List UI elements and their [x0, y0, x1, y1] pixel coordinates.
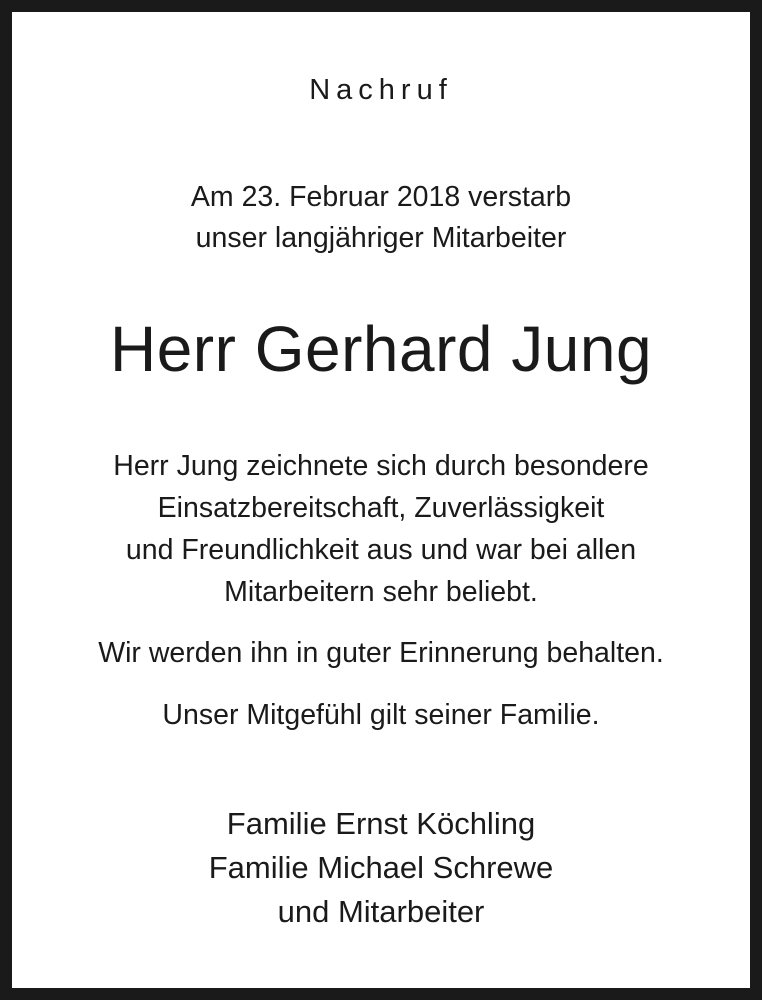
remembrance-text: Wir werden ihn in guter Erinnerung behalten.	[98, 637, 664, 669]
intro-line-2: unser langjähriger Mitarbeiter	[195, 222, 567, 254]
intro-line-1: Am 23. Februar 2018 verstarb	[190, 181, 572, 213]
condolence-text: Unser Mitgefühl gilt seiner Familie.	[162, 699, 600, 731]
signatory-1: Familie Ernst Köchling	[226, 806, 536, 841]
obituary-title: Nachruf	[309, 74, 453, 106]
signatory-2: Familie Michael Schrewe	[208, 850, 554, 885]
tribute-line-2: Einsatzbereitschaft, Zuverlässigkeit	[157, 492, 605, 524]
tribute-line-3: und Freundlichkeit aus und war bei allen	[125, 534, 637, 566]
tribute-line-1: Herr Jung zeichnete sich durch besondere	[113, 450, 649, 482]
tribute-line-4: Mitarbeitern sehr beliebt.	[224, 576, 538, 608]
signatory-3: und Mitarbeiter	[277, 894, 485, 929]
deceased-name: Herr Gerhard Jung	[109, 313, 653, 385]
